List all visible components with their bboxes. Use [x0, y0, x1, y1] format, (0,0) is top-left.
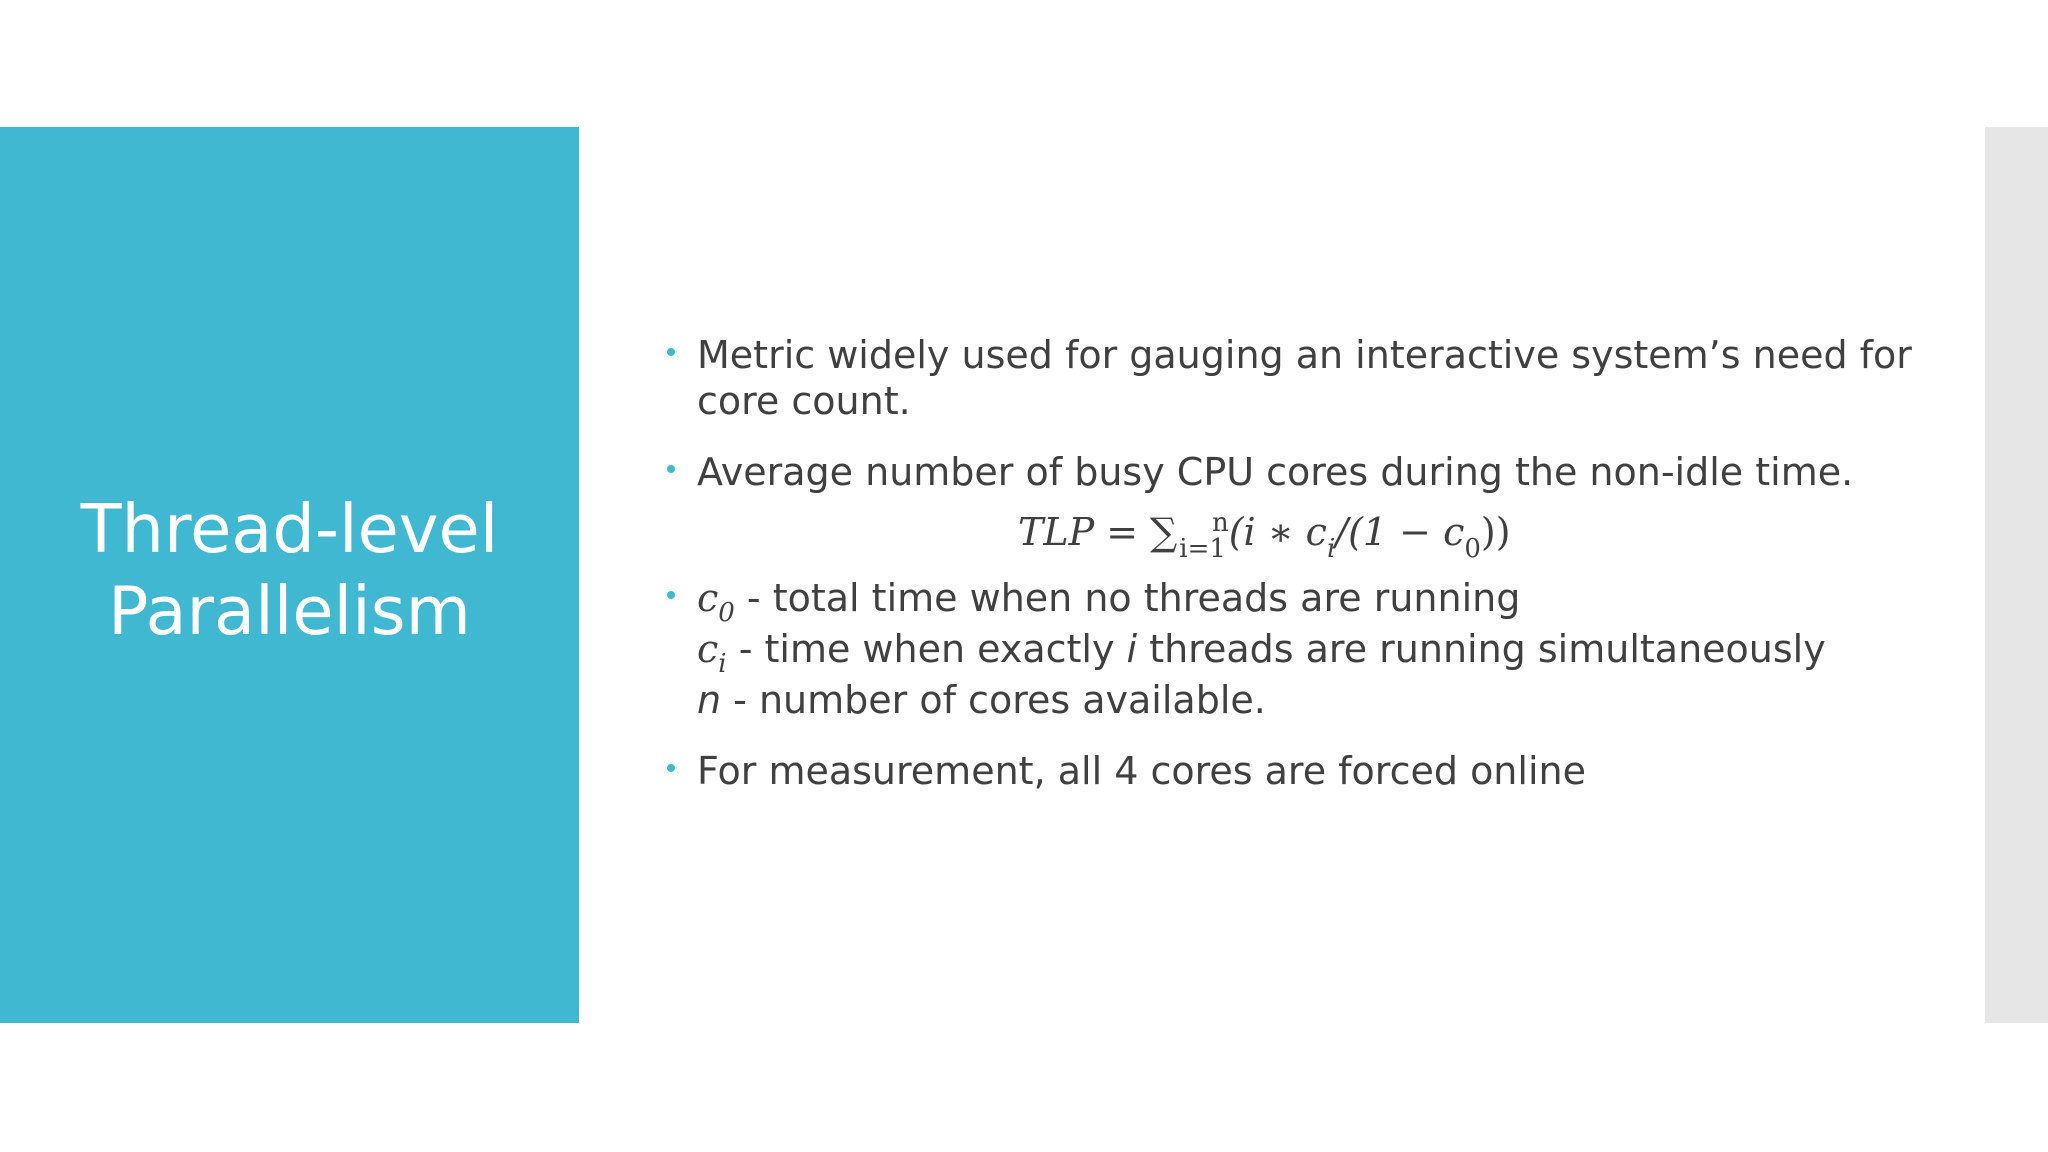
- formula-equals: =: [1094, 510, 1151, 554]
- slide-title-line-1: Thread-level: [80, 490, 499, 568]
- bullet-text: For measurement, all 4 cores are forced online: [697, 749, 1586, 793]
- definition-ci: $c_i$ - time when exactly i threads are running simultaneously: [697, 627, 1826, 679]
- bullet-dot-icon: [667, 348, 675, 356]
- definition-c0: $c_0$ - total time when no threads are running: [697, 576, 1521, 628]
- formula-subscript-i: i: [1326, 534, 1336, 564]
- bullet-variable-definitions: [660, 575, 1920, 723]
- formula-subscript-0: 0: [1464, 534, 1481, 564]
- formula-lhs: TLP: [1018, 510, 1095, 554]
- bullet-average-busy-cores: [660, 449, 1920, 495]
- bullet-dot-icon: [667, 465, 675, 473]
- right-side-strip: [1985, 127, 2048, 1023]
- bullet-text: core count.: [697, 379, 911, 423]
- slide-title-line-2: Parallelism: [108, 572, 471, 650]
- slide-title: [0, 488, 579, 652]
- sigma-symbol: ∑: [1150, 510, 1178, 554]
- formula-body-end: )): [1480, 510, 1511, 554]
- formula-body: (i ∗ c: [1228, 510, 1327, 554]
- formula-body-mid: /(1 − c: [1335, 510, 1465, 554]
- bullet-dot-icon: [667, 591, 675, 599]
- sum-upper-bound: n: [1211, 508, 1229, 538]
- bullet-measurement: [660, 748, 1920, 794]
- sum-lower-bound: i=1: [1179, 534, 1226, 564]
- definition-n: n - number of cores available.: [697, 678, 1266, 722]
- bullet-dot-icon: [667, 764, 675, 772]
- bullet-text: Metric widely used for gauging an interactive system’s need for: [697, 333, 1912, 377]
- bullet-text: Average number of busy CPU cores during the non-idle time.: [697, 450, 1854, 494]
- bullet-metric-description: [660, 332, 1920, 424]
- tlp-formula: [660, 507, 1920, 562]
- slide-content: [660, 332, 1920, 794]
